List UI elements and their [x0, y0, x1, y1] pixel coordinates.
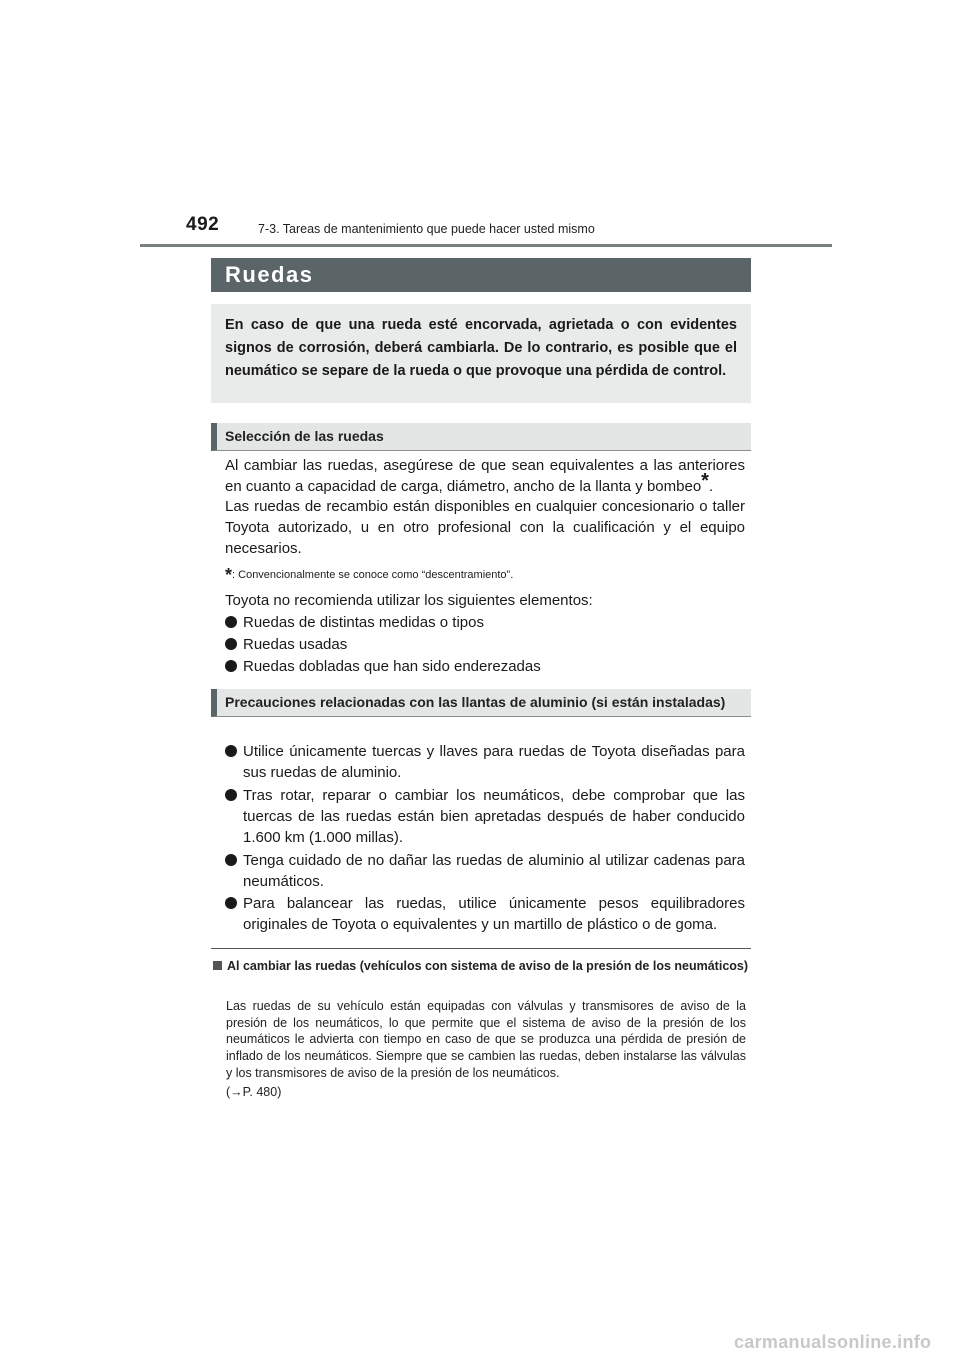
page-number: 492 [186, 214, 220, 235]
list-item-text: Para balancear las ruedas, utilice únicamente pesos equilibradores originales de Toyota o equivalentes y un martillo de plástico o de goma. [243, 895, 745, 933]
footnote-marker: * [701, 470, 709, 492]
page-reference-link[interactable]: (→P. 480) [226, 1085, 282, 1099]
note-divider [211, 948, 751, 949]
page-title: Ruedas [225, 262, 314, 287]
bullet-icon [225, 660, 237, 672]
bullet-icon [225, 897, 237, 909]
selection-paragraph-2: Las ruedas de recambio están disponibles en cualquier concesionario o taller Toyota autorizado, u en otro profesional con la cualificación y el equipo necesarios. [225, 498, 745, 557]
not-recommended-text: Toyota no recomienda utilizar los siguientes elementos: [225, 592, 593, 609]
bullet-icon [225, 854, 237, 866]
selection-paragraph-1-text: Al cambiar las ruedas, asegúrese de que sean equivalentes a las anteriores en cuanto a capacidad de carga, diámetro, ancho de la llanta y bombeo [225, 457, 745, 495]
intro-text: En caso de que una rueda esté encorvada, agrietada o con evidentes signos de corrosión, deberá cambiarla. De lo contrario, es posible que el neumático se separe de la rueda o que provoque una pérdida de control. [225, 317, 737, 379]
square-bullet-icon [213, 961, 222, 970]
list-item-text: Ruedas dobladas que han sido enderezadas [243, 658, 541, 675]
list-item-text: Ruedas de distintas medidas o tipos [243, 614, 484, 631]
precautions-heading: Precauciones relacionadas con las llantas de aluminio (si están instaladas) [211, 689, 751, 717]
footnote [225, 565, 745, 586]
bullet-icon [225, 638, 237, 650]
footnote-star: * [225, 565, 233, 585]
list-item-text: Tenga cuidado de no dañar las ruedas de aluminio al utilizar cadenas para neumáticos. [243, 852, 745, 890]
note-body: Las ruedas de su vehículo están equipadas con válvulas y transmisores de aviso de la presión de los neumáticos, lo que permite que el sistema de aviso de la presión de los neumáticos le advierta con tiempo en caso de que se produzca una pérdida de presión de inflado de los neumáticos. Siempre que se cambien las ruedas, deben instalarse las válvulas y los transmisores de aviso de la presión de los neumáticos. [226, 999, 746, 1080]
selection-heading: Selección de las ruedas [211, 423, 751, 451]
selection-paragraph-1-end: . [708, 478, 714, 495]
footnote-text: : Convencionalmente se conoce como “descentramiento”. [232, 569, 514, 581]
bullet-icon [225, 789, 237, 801]
list-item [225, 785, 745, 848]
header-divider [140, 244, 832, 247]
list-item [225, 741, 745, 783]
section-label: 7-3. Tareas de mantenimiento que puede hacer usted mismo [258, 222, 595, 236]
list-item [225, 893, 745, 935]
list-item-text: Tras rotar, reparar o cambiar los neumáticos, debe comprobar que las tuercas de las ruedas están bien apretadas después de haber conducido 1.600 km (1.000 millas). [243, 787, 745, 846]
watermark: carmanualsonline.info [734, 1332, 932, 1352]
selection-paragraph-1 [225, 455, 745, 497]
list-item [225, 656, 745, 677]
title-bar [211, 258, 751, 292]
list-item-text: Utilice únicamente tuercas y llaves para ruedas de Toyota diseñadas para sus ruedas de aluminio. [243, 743, 745, 781]
note-heading-text: Al cambiar las ruedas (vehículos con sistema de aviso de la presión de los neumáticos) [227, 959, 749, 973]
list-item-text: Ruedas usadas [243, 636, 348, 653]
list-item [225, 850, 745, 892]
list-item [225, 612, 745, 633]
bullet-icon [225, 616, 237, 628]
list-item [225, 634, 745, 655]
note-heading [213, 958, 751, 975]
intro-box [211, 304, 751, 403]
bullet-icon [225, 745, 237, 757]
